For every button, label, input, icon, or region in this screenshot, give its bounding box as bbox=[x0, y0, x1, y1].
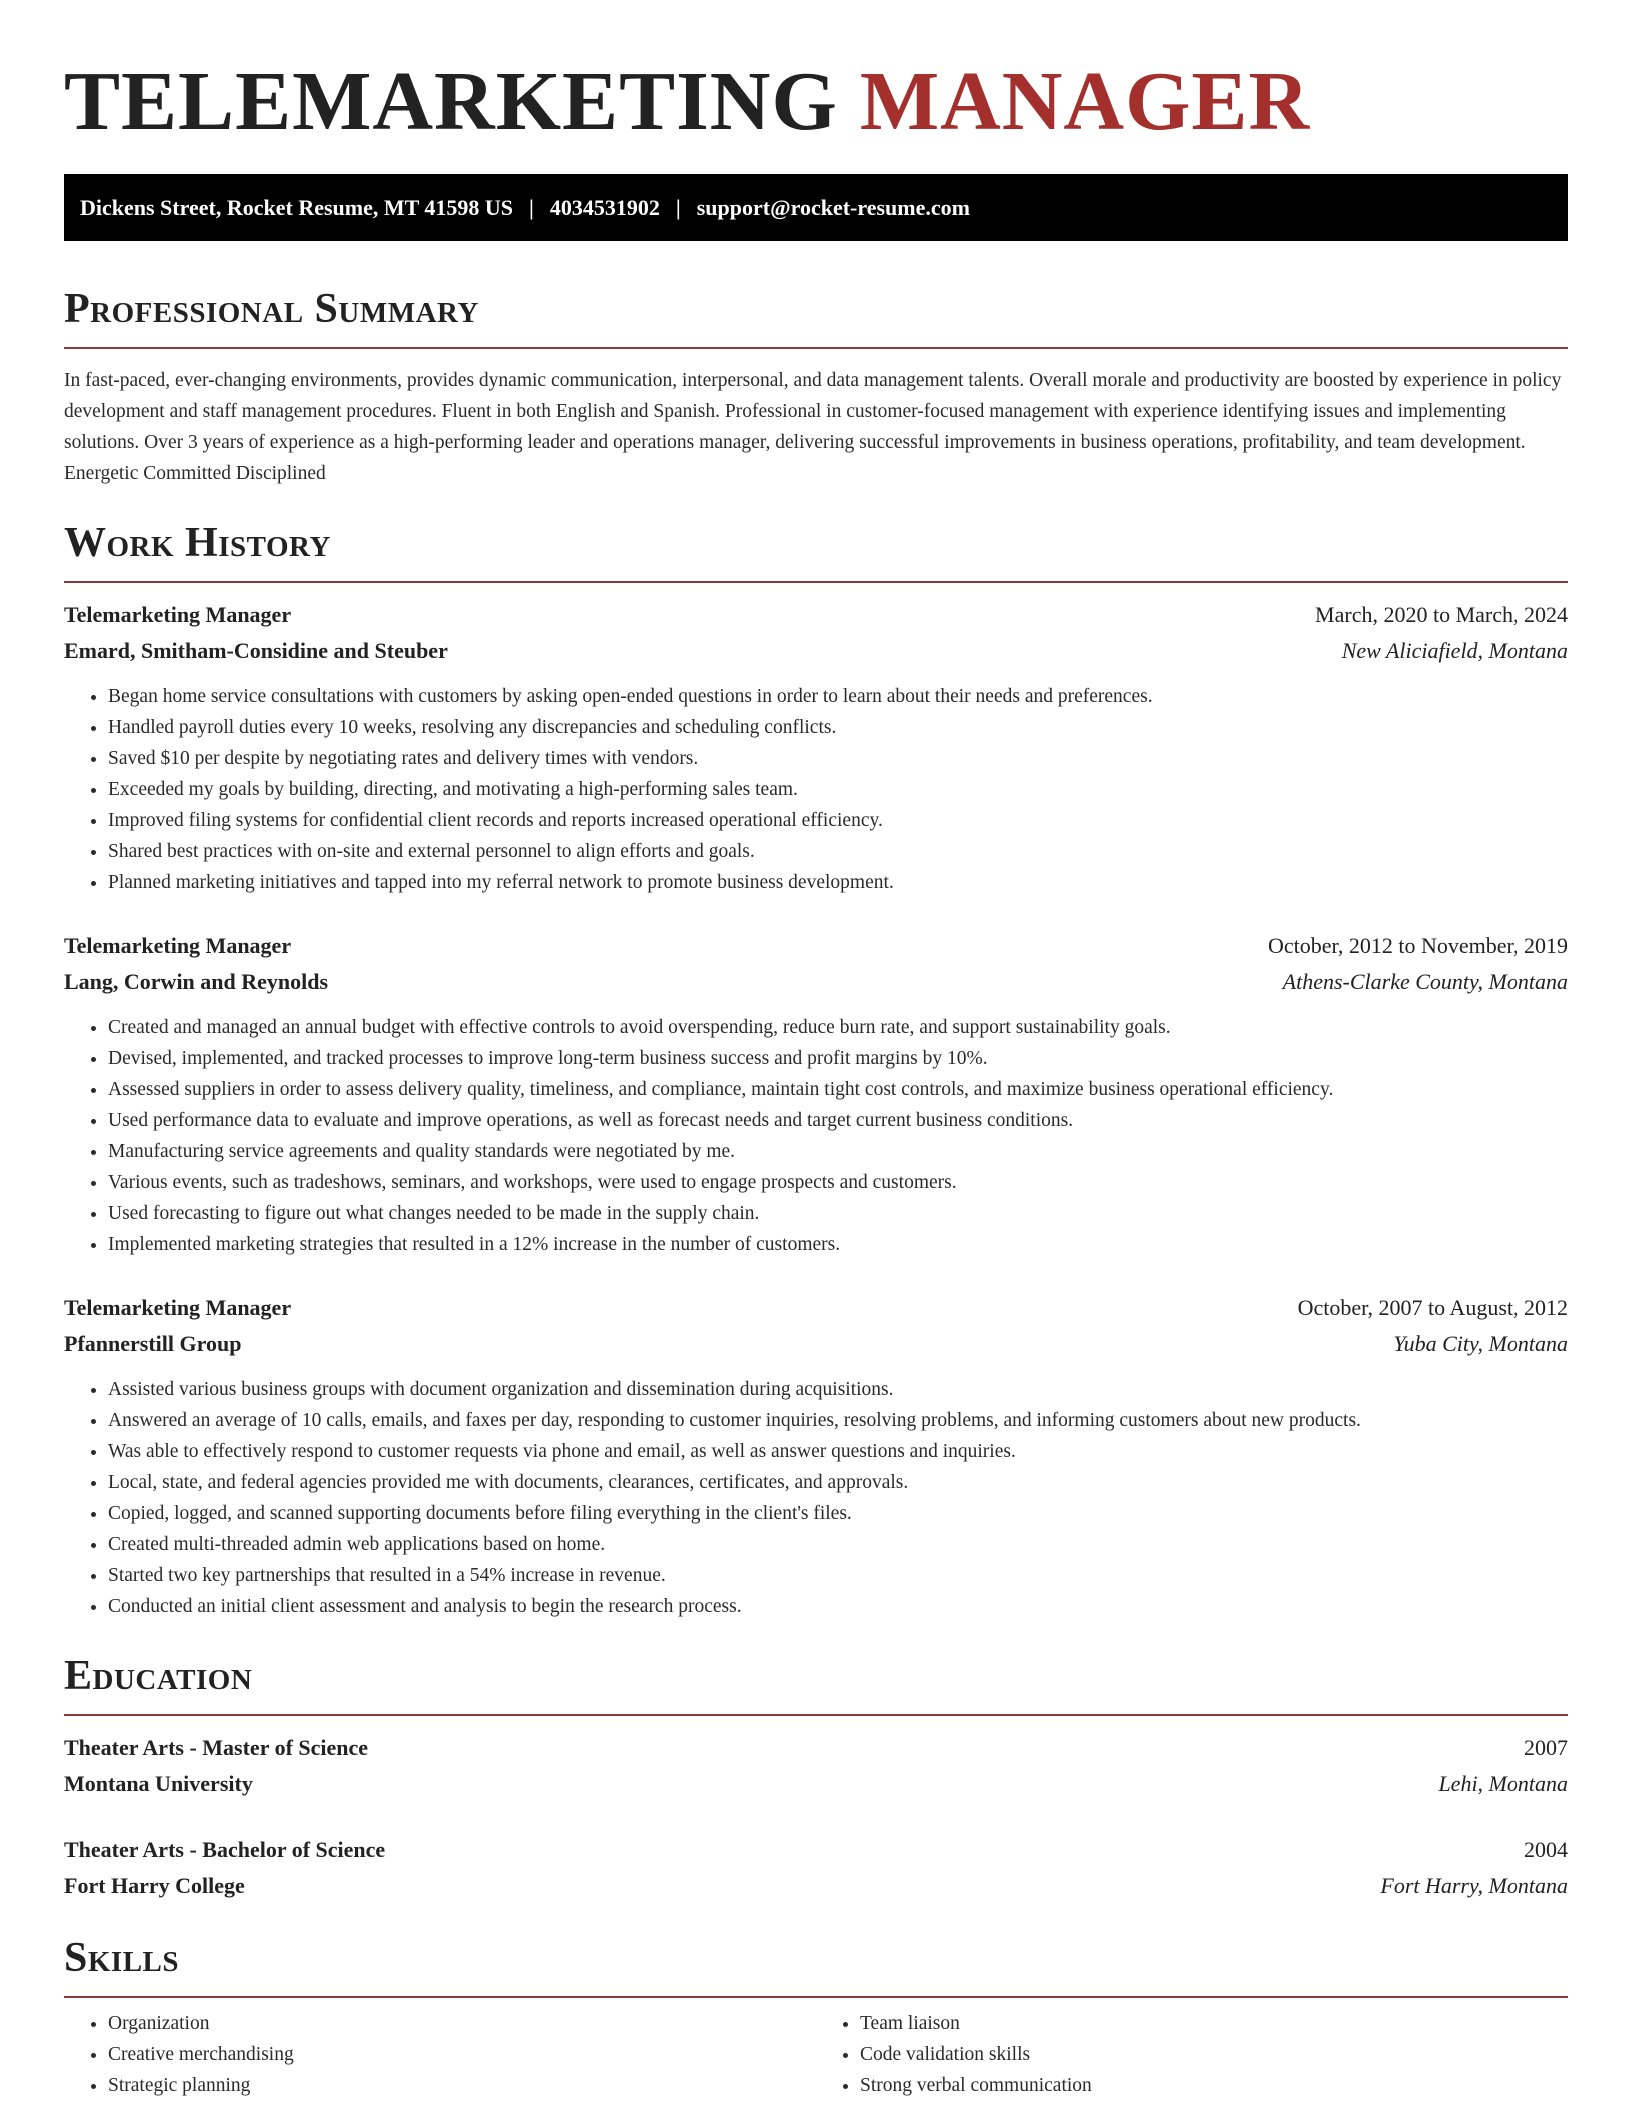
job-dates: October, 2007 to August, 2012 bbox=[1297, 1295, 1568, 1320]
name-first-part: TELEMARKETING bbox=[64, 55, 838, 148]
resume-name bbox=[64, 0, 1568, 148]
list-item: • Conducted an initial client assessment and analysis to begin the research process. bbox=[108, 1591, 1568, 1622]
education-year: 2004 bbox=[1524, 1837, 1568, 1862]
job-dates: March, 2020 to March, 2024 bbox=[1315, 602, 1568, 627]
education-school-row bbox=[64, 1868, 1568, 1904]
education-school: Montana University bbox=[64, 1771, 253, 1796]
skills-section bbox=[64, 1934, 1568, 2101]
job-company: Emard, Smitham-Considine and Steuber bbox=[64, 638, 448, 663]
section-title-skills: Skills bbox=[64, 1935, 180, 1981]
list-item: • Copied, logged, and scanned supporting documents before filing everything in the client's files. bbox=[108, 1498, 1568, 1529]
education-entry bbox=[64, 1832, 1568, 1904]
list-item: • Devised, implemented, and tracked processes to improve long-term business success and profit margins by 10%. bbox=[108, 1043, 1568, 1074]
skill-item: • Strategic planning bbox=[108, 2070, 816, 2101]
list-item: • Implemented marketing strategies that resulted in a 12% increase in the number of customers. bbox=[108, 1229, 1568, 1260]
section-title-summary: Professional Summary bbox=[64, 286, 479, 332]
education-year: 2007 bbox=[1524, 1735, 1568, 1760]
skill-item: • Creative merchandising bbox=[108, 2039, 816, 2070]
education-degree: Theater Arts - Master of Science bbox=[64, 1735, 369, 1760]
summary-text: In fast-paced, ever-changing environments, provides dynamic communication, interpersonal, and data management talents. Overall morale and productivity are boosted by experience in policy development and staff management procedures. Fluent in both English and Spanish. Professional in customer-focused management with experience identifying issues and implementing solutions. Over 3 years of experience as a high-performing leader and operations manager, delivering successful improvements in business operations, profitability, and team development. Energetic Committed Disciplined bbox=[64, 370, 1562, 484]
contact-address: Dickens Street, Rocket Resume, MT 41598 US bbox=[80, 194, 514, 220]
list-item: • Planned marketing initiatives and tapped into my referral network to promote business development. bbox=[108, 867, 1568, 898]
list-item: • Exceeded my goals by building, directing, and motivating a high-performing sales team. bbox=[108, 774, 1568, 805]
education-degree: Theater Arts - Bachelor of Science bbox=[64, 1837, 386, 1862]
list-item: • Created multi-threaded admin web applications based on home. bbox=[108, 1529, 1568, 1560]
skill-item: • Organization bbox=[108, 2008, 816, 2039]
education-location: Lehi, Montana bbox=[1438, 1771, 1568, 1796]
job-company-row bbox=[64, 964, 1568, 1000]
job-entry bbox=[64, 1290, 1568, 1622]
section-divider bbox=[64, 581, 1568, 583]
job-entry bbox=[64, 597, 1568, 898]
section-title-education: Education bbox=[64, 1653, 253, 1699]
education-entry bbox=[64, 1730, 1568, 1802]
contact-separator: | bbox=[529, 194, 534, 220]
list-item: • Used forecasting to figure out what changes needed to be made in the supply chain. bbox=[108, 1198, 1568, 1229]
list-item: • Began home service consultations with customers by asking open-ended questions in order to learn about their needs and preferences. bbox=[108, 681, 1568, 712]
job-location: Athens-Clarke County, Montana bbox=[1282, 969, 1568, 994]
job-company-row bbox=[64, 1326, 1568, 1362]
education-degree-row bbox=[64, 1832, 1568, 1868]
job-entry bbox=[64, 928, 1568, 1260]
summary-section bbox=[64, 285, 1568, 489]
job-company-row bbox=[64, 633, 1568, 669]
resume-page bbox=[64, 0, 1568, 2101]
job-location: Yuba City, Montana bbox=[1393, 1331, 1568, 1356]
education-school-row bbox=[64, 1766, 1568, 1802]
list-item: • Handled payroll duties every 10 weeks, resolving any discrepancies and scheduling conflicts. bbox=[108, 712, 1568, 743]
section-divider bbox=[64, 1996, 1568, 1998]
skill-item: • Strong verbal communication bbox=[860, 2070, 1568, 2101]
name-accent-part: MANAGER bbox=[859, 55, 1311, 148]
job-bullets bbox=[64, 681, 1568, 898]
education-degree-row bbox=[64, 1730, 1568, 1766]
job-header-row bbox=[64, 928, 1568, 964]
list-item: • Was able to effectively respond to customer requests via phone and email, as well as answer questions and inquiries. bbox=[108, 1436, 1568, 1467]
skill-item: • Code validation skills bbox=[860, 2039, 1568, 2070]
job-company: Pfannerstill Group bbox=[64, 1331, 242, 1356]
contact-email[interactable]: support@rocket-resume.com bbox=[696, 194, 970, 220]
skills-column-left bbox=[64, 2008, 816, 2101]
list-item: • Various events, such as tradeshows, seminars, and workshops, were used to engage prospects and customers. bbox=[108, 1167, 1568, 1198]
list-item: • Created and managed an annual budget with effective controls to avoid overspending, reduce burn rate, and support sustainability goals. bbox=[108, 1012, 1568, 1043]
contact-separator: | bbox=[675, 194, 681, 220]
list-item: • Answered an average of 10 calls, emails, and faxes per day, responding to customer inquiries, resolving problems, and informing customers about new products. bbox=[108, 1405, 1568, 1436]
section-title-work-history: Work History bbox=[64, 520, 331, 566]
education-location: Fort Harry, Montana bbox=[1380, 1873, 1568, 1898]
list-item: • Used performance data to evaluate and improve operations, as well as forecast needs and target current business conditions. bbox=[108, 1105, 1568, 1136]
education-section bbox=[64, 1652, 1568, 1904]
list-item: • Shared best practices with on-site and external personnel to align efforts and goals. bbox=[108, 836, 1568, 867]
job-title: Telemarketing Manager bbox=[64, 1295, 292, 1320]
education-school: Fort Harry College bbox=[64, 1873, 245, 1898]
job-title: Telemarketing Manager bbox=[64, 933, 292, 958]
job-dates: October, 2012 to November, 2019 bbox=[1267, 933, 1568, 958]
job-header-row bbox=[64, 597, 1568, 633]
list-item: • Saved $10 per despite by negotiating rates and delivery times with vendors. bbox=[108, 743, 1568, 774]
list-item: • Assisted various business groups with document organization and dissemination during acquisitions. bbox=[108, 1374, 1568, 1405]
list-item: • Manufacturing service agreements and quality standards were negotiated by me. bbox=[108, 1136, 1568, 1167]
list-item: • Local, state, and federal agencies provided me with documents, clearances, certificates, and approvals. bbox=[108, 1467, 1568, 1498]
section-divider bbox=[64, 347, 1568, 349]
skills-grid bbox=[64, 2008, 1568, 2101]
list-item: • Started two key partnerships that resulted in a 54% increase in revenue. bbox=[108, 1560, 1568, 1591]
job-location: New Aliciafield, Montana bbox=[1341, 638, 1568, 663]
job-bullets bbox=[64, 1012, 1568, 1260]
job-company: Lang, Corwin and Reynolds bbox=[64, 969, 329, 994]
section-divider bbox=[64, 1714, 1568, 1716]
skill-item: • Team liaison bbox=[860, 2008, 1568, 2039]
list-item: • Assessed suppliers in order to assess delivery quality, timeliness, and compliance, maintain tight cost controls, and maximize business operational efficiency. bbox=[108, 1074, 1568, 1105]
job-header-row bbox=[64, 1290, 1568, 1326]
contact-phone[interactable]: 4034531902 bbox=[549, 194, 660, 220]
list-item: • Improved filing systems for confidential client records and reports increased operational efficiency. bbox=[108, 805, 1568, 836]
job-bullets bbox=[64, 1374, 1568, 1622]
contact-bar bbox=[64, 174, 1568, 241]
skills-column-right bbox=[816, 2008, 1568, 2101]
work-history-section bbox=[64, 519, 1568, 1622]
job-title: Telemarketing Manager bbox=[64, 602, 292, 627]
